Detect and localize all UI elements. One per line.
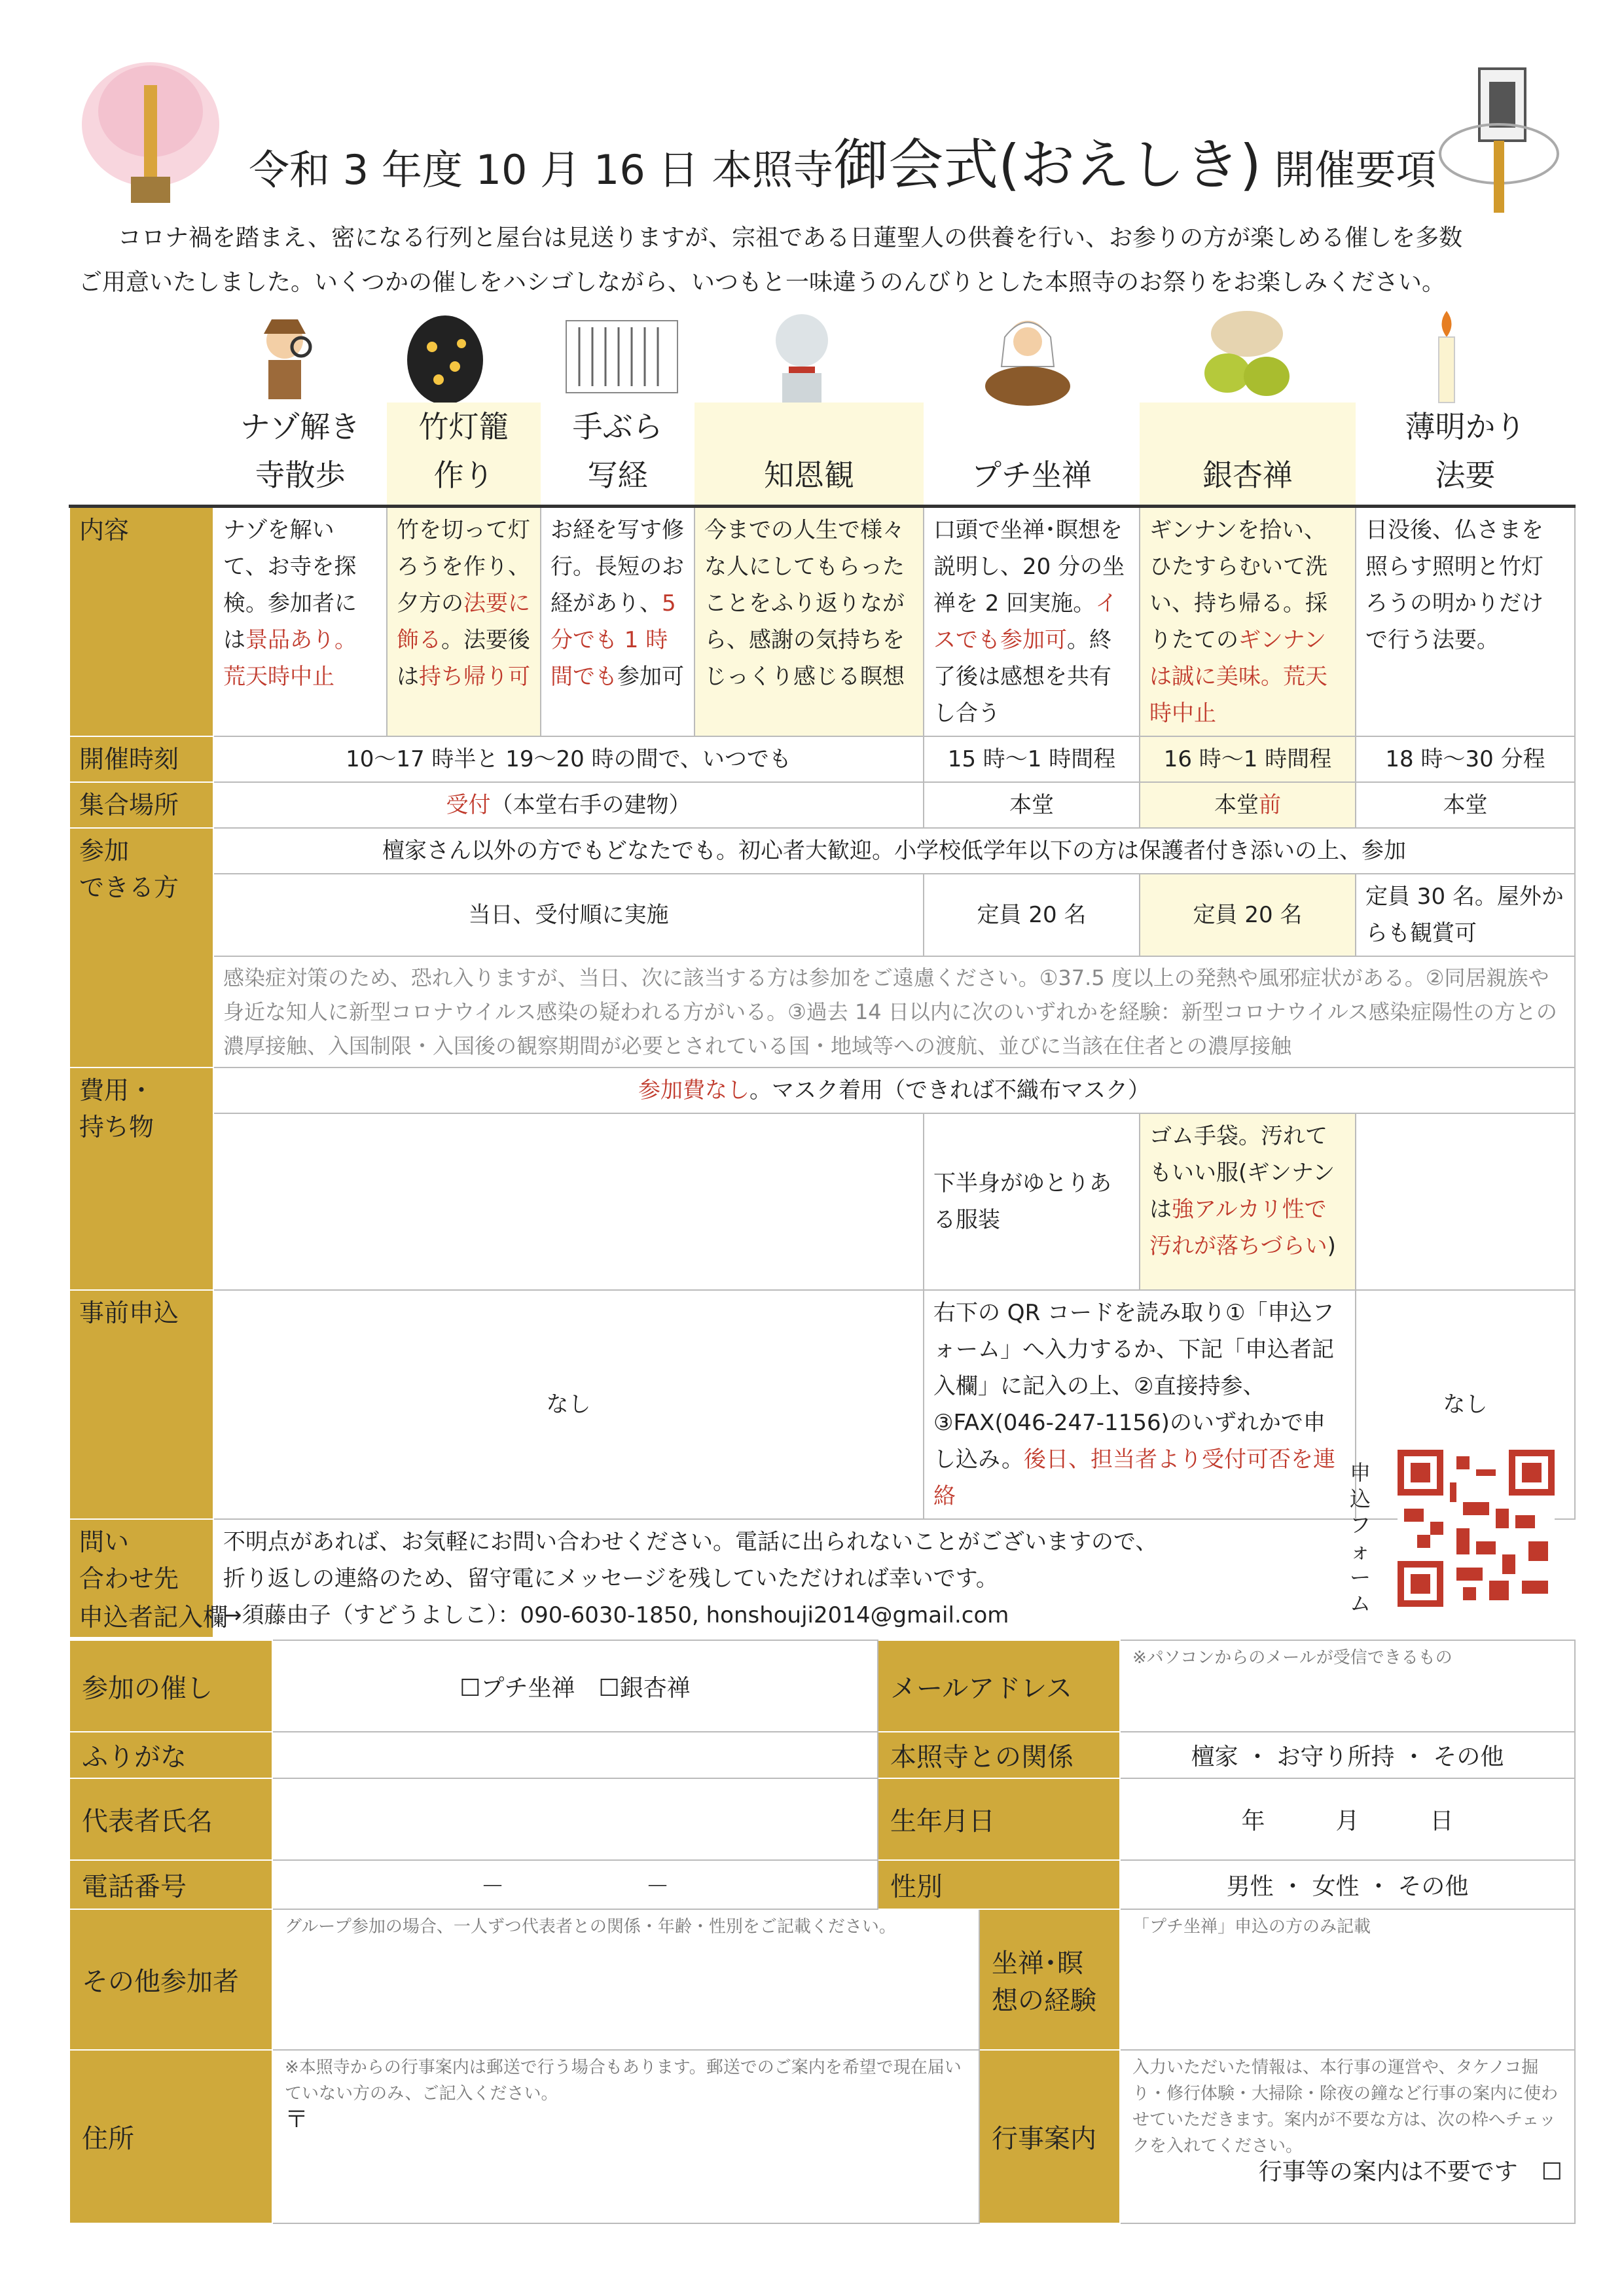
content-puchi-zazen: 口頭で坐禅･瞑想を説明し、20 分の坐禅を 2 回実施。イスでも参加可。終了後は感想を共有し合う — [924, 507, 1140, 737]
address-field[interactable]: ※本照寺からの行事案内は郵送で行う場合もあります。郵送でのご案内を希望で現在届いていない方のみ、ご記入ください。 〒 — [272, 2050, 979, 2223]
label-who: 参加 できる方 — [69, 828, 213, 1067]
label-cost: 費用・ 持ち物 — [69, 1067, 213, 1290]
who-row-3 — [69, 956, 1575, 1067]
label-birth: 生年月日 — [878, 1778, 1120, 1860]
event-header-row — [69, 403, 1575, 507]
infection-notice: 感染症対策のため、恐れ入りますが、当日、次に該当する方は参加をご遠慮ください。①37.5 度以上の発熱や風邪症状がある。②同居親族や身近な知人に新型コロナウイルス感染の疑われる方がいる。③過去 14 日以内に次のいずれかを経験：新型コロナウイルス感染症陽性の方との濃厚接触、入国制限・入国後の観察期間が必要とされている国・地域等への渡航、並びに当該在住者との濃厚接触 — [213, 956, 1575, 1067]
others-field[interactable]: グループ参加の場合、一人ずつ代表者との関係・年齢・性別をご記載ください。 — [272, 1909, 979, 2050]
detective-icon — [245, 308, 324, 406]
title-suffix: 開催要項 — [1261, 146, 1437, 194]
content-ginnanzen: ギンナンを拾い、ひたすらむいて洗い、持ち帰る。採りたてのギンナンは誠に美味。荒天時中止 — [1140, 507, 1356, 737]
label-relation: 本照寺との関係 — [878, 1732, 1120, 1778]
apply-row — [69, 1290, 1575, 1519]
birth-field[interactable]: 年 月 日 — [1120, 1778, 1575, 1860]
content-hakumei: 日没後、仏さまを照らす照明と竹灯ろうの明かりだけで行う法要。 — [1356, 507, 1575, 737]
place-hakumei: 本堂 — [1356, 782, 1575, 828]
time-puchi-zazen: 15 時～1 時間程 — [924, 736, 1140, 782]
lantern-icon — [406, 308, 484, 406]
event-shakyo: 手ぶら 写経 — [541, 403, 695, 507]
cost-all: 参加費なし。マスク着用（できれば不織布マスク） — [213, 1067, 1575, 1113]
guide-field: 入力いただいた情報は、本行事の運営や、タケノコ掘り・修行体験・大掃除・除夜の鐘など行事の案内に使わせていただきます。案内が不要な方は、次の枠へチェックを入れてください。 行事等の案内は不要です ☐ — [1120, 2050, 1575, 2223]
label-others: その他参加者 — [69, 1909, 272, 2050]
label-zazen: 坐禅･瞑想の経験 — [979, 1909, 1120, 2050]
candle-icon — [1420, 308, 1473, 406]
page-title — [249, 121, 1436, 200]
place-ginnanzen: 本堂前 — [1140, 782, 1356, 828]
cost-blank — [213, 1113, 924, 1290]
apply-instructions: 右下の QR コードを読み取り①「申込フォーム」へ入力するか、下記「申込者記入欄」に記入の上、②直接持参、③FAX(046-247-1156)のいずれかで申し込み。後日、担当者より受付可否を連絡 — [924, 1290, 1356, 1519]
email-field[interactable]: ※パソコンからのメールが受信できるもの — [1120, 1640, 1575, 1732]
event-takedoro: 竹灯籠 作り — [387, 403, 541, 507]
inquiry-line-1: 不明点があれば、お気軽にお問い合わせください。電話に出られないことがございますので、 — [223, 1529, 1158, 1555]
form-section-title: 申込者記入欄 — [79, 1603, 228, 1632]
jizo-icon — [763, 308, 841, 406]
who-hakumei: 定員 30 名。屋外からも観賞可 — [1356, 874, 1575, 956]
time-ginnanzen: 16 時～1 時間程 — [1140, 736, 1356, 782]
who-all: 檀家さん以外の方でもどなたでも。初心者大歓迎。小学校低学年以下の方は保護者付き添いの上、参加 — [213, 828, 1575, 874]
inquiry-text — [213, 1519, 1356, 1638]
content-shakyo: お経を写す修行。長短のお経があり、5 分でも 1 時間でも参加可 — [541, 507, 695, 737]
label-furigana: ふりがな — [69, 1732, 272, 1778]
label-event: 参加の催し — [69, 1640, 272, 1732]
title-main: 御会式(おえしき) — [833, 133, 1261, 197]
phone-field[interactable]: － － — [272, 1860, 878, 1909]
inquiry-row — [69, 1519, 1575, 1638]
event-hakumei: 薄明かり 法要 — [1356, 403, 1575, 507]
sutra-icon — [563, 308, 681, 406]
content-chionkan: 今までの人生で様々な人にしてもらったことをふり返りながら、感謝の気持ちをじっくり感じる瞑想 — [695, 507, 924, 737]
who-ginnanzen: 定員 20 名 — [1140, 874, 1356, 956]
content-takedoro: 竹を切って灯ろうを作り、夕方の法要に飾る。法要後は持ち帰り可 — [387, 507, 541, 737]
label-email: メールアドレス — [878, 1640, 1120, 1732]
cost-row-1 — [69, 1067, 1575, 1113]
place-row — [69, 782, 1575, 828]
time-row — [69, 736, 1575, 782]
application-form — [69, 1640, 1576, 2224]
intro-text — [79, 216, 1558, 305]
weeping-cherry-tree-icon — [79, 59, 223, 209]
time-common: 10～17 時半と 19～20 時の間で、いつでも — [213, 736, 924, 782]
cost-ginnanzen: ゴム手袋。汚れてもいい服(ギンナンは強アルカリ性で汚れが落ちづらい) — [1140, 1113, 1356, 1290]
zazen-field[interactable]: 「プチ坐禅」申込の方のみ記載 — [1120, 1909, 1575, 2050]
label-address: 住所 — [69, 2050, 272, 2223]
place-puchi-zazen: 本堂 — [924, 782, 1140, 828]
apply-none-hakumei: なし — [1356, 1290, 1575, 1519]
label-name: 代表者氏名 — [69, 1778, 272, 1860]
who-row-2 — [69, 874, 1575, 956]
intro-line-2: ご用意いたしました。いくつかの催しをハシゴしながら、いつもと一味違うのんびりとした本照寺のお祭りをお楽しみください。 — [79, 269, 1446, 296]
event-ginnanzen: 銀杏禅 — [1140, 403, 1356, 507]
label-content: 内容 — [69, 507, 213, 737]
who-row-1 — [69, 828, 1575, 874]
qr-label: 申込フォーム — [1350, 1460, 1371, 1616]
event-chionkan: 知恩観 — [695, 403, 924, 507]
apply-none: なし — [213, 1290, 924, 1519]
qr-code-icon[interactable] — [1398, 1450, 1555, 1607]
cost-puchi-zazen: 下半身がゆとりある服装 — [924, 1113, 1140, 1290]
event-puchi-zazen: プチ坐禅 — [924, 403, 1140, 507]
label-place: 集合場所 — [69, 782, 213, 828]
time-hakumei: 18 時～30 分程 — [1356, 736, 1575, 782]
relation-options[interactable]: 檀家 ・ お守り所持 ・ その他 — [1120, 1732, 1575, 1778]
furigana-field[interactable] — [272, 1732, 878, 1778]
sex-options[interactable]: 男性 ・ 女性 ・ その他 — [1120, 1860, 1575, 1909]
title-date: 令和 3 年度 10 月 16 日 本照寺 — [249, 146, 834, 194]
inquiry-contact[interactable]: →須藤由子（すどうよしこ）：090-6030-1850, honshouji2014@gmail.com — [223, 1602, 1009, 1628]
label-apply: 事前申込 — [69, 1290, 213, 1519]
meditating-nun-icon — [982, 308, 1074, 406]
place-common: 受付（本堂右手の建物） — [213, 782, 924, 828]
cost-hakumei — [1356, 1113, 1575, 1290]
event-table — [69, 403, 1576, 1638]
event-checkboxes[interactable]: ☐プチ坐禅 ☐銀杏禅 — [272, 1640, 878, 1732]
label-guide: 行事案内 — [979, 2050, 1120, 2223]
mandoo-lantern-icon — [1434, 56, 1564, 213]
label-phone: 電話番号 — [69, 1860, 272, 1909]
content-nazotoki: ナゾを解いて、お寺を探検。参加者には景品あり。荒天時中止 — [213, 507, 387, 737]
who-common: 当日、受付順に実施 — [213, 874, 924, 956]
event-nazotoki: ナゾ解き 寺散歩 — [213, 403, 387, 507]
cost-row-2 — [69, 1113, 1575, 1290]
header-spacer — [69, 403, 213, 507]
postal-mark: 〒 — [285, 2106, 309, 2133]
label-sex: 性別 — [878, 1860, 1120, 1909]
name-field[interactable] — [272, 1778, 878, 1860]
label-time: 開催時刻 — [69, 736, 213, 782]
inquiry-line-2: 折り返しの連絡のため、留守電にメッセージを残していただければ幸いです。 — [223, 1566, 998, 1592]
label-inquiry: 問い 合わせ先 — [69, 1519, 213, 1638]
intro-line-1: コロナ禍を踏まえ、密になる行列と屋台は見送りますが、宗祖である日蓮聖人の供養を行い、お参りの方が楽しめる催しを多数 — [118, 224, 1463, 251]
who-puchi-zazen: 定員 20 名 — [924, 874, 1140, 956]
content-row — [69, 507, 1575, 737]
guide-optout-checkbox[interactable]: 行事等の案内は不要です ☐ — [1258, 2159, 1562, 2185]
ginkgo-nut-icon — [1198, 308, 1296, 406]
